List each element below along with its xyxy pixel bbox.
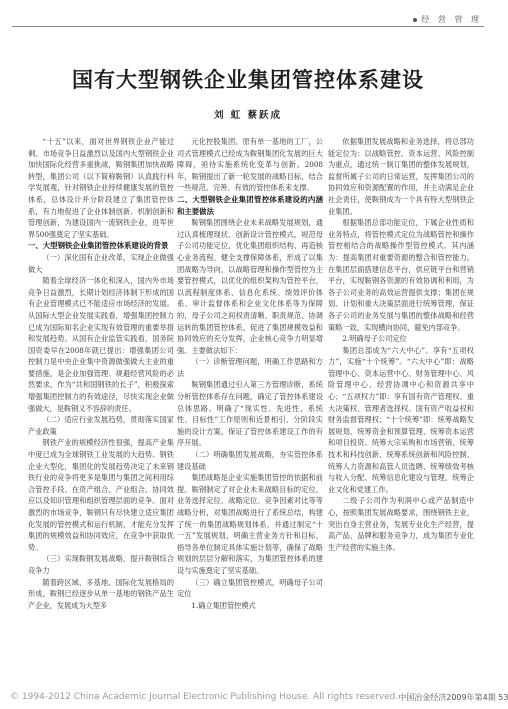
column-1: [28, 136, 174, 611]
article-title: 国有大型钢铁企业集团管控体系建设: [72, 68, 424, 92]
paragraph: 鞍钢集团通过引入第三方管理诊断，系统分析管控体系存在问题，确定了管控体系建设总体思路。明确了“现实性、先进性、系统性、目标性”工作原则和近景相引、分阶段实施的设计方案，保证了管控体系建设工作的有序开展。: [177, 380, 323, 448]
paragraph: 鞍钢集团围绕企业未来战略发展规划，通过认真梳理现状、创新设计管控模式，规范母子公司功能定位，优化集团组织结构、再造核心业务流程、健全支撑保障体系，形成了以集团战略为导向，以战略管理和操作型管控为主要管控模式，以优化的组织架构为管控平台，以流程制度体系、信息化系统、绩效评价体系、审计监督体系和企业文化体系等为保障的，母子公司之间权责清晰、职责规范、协调运转的集团管控体系，促进了集团规模效益和协同效应的充分发挥，企业核心竞争力明显增强。主要做法如下：: [177, 218, 323, 355]
paragraph: （三）实现鞍钢发展战略，提升鞍钢综合竞争力: [28, 554, 174, 575]
copyright-notice: © 1994-2012 China Academic Journal Electronic Publishing House. All rights reserved.: [10, 692, 399, 702]
paragraph: 根据集团总部功能定位，下属企业性质和业务特点，将管控模式定位为战略管控和操作管控相结合的战略操作型管控模式。其内涵为：提高集团对重要资源的整合和管控能力，在集团层面搭建信息平台，供应链平台和营销平台，实现鞍钢各资源的有效协调和利用，为各子公司业务的高效运营提供支撑；集团在规划、计划和重大决策层面进行统筹管理，保证各子公司的业务发展与集团的整体战略和经营策略一致，实现横向协同，避免内部竞争。: [328, 218, 474, 332]
column-2: [177, 136, 323, 611]
page-info: 中国冶金经济2009年第4期 53: [398, 693, 508, 702]
paragraph: （三）确立集团管控模式，明确母子公司定位: [177, 577, 323, 599]
paragraph: （一）诊断管理问题，明确工作思路和方法: [177, 357, 323, 378]
paragraph: 1.确立集团管控模式: [191, 600, 256, 610]
paragraph: 钢铁产业的规模经济性很强，提高产业集中度已成为全球钢铁工业发展的大趋势。钢铁企业大型化，集团化的发展趋势决定了未来钢铁行业的竞争将更多是集团与集团之间利用综合管控手段、在资产组合、产业组合、协同效应以及知识管理和组织管理层面的竞争。面对激烈的市场竞争，鞍钢只有尽快建立适应集团化发展的管控模式和运行机制，才能充分发挥集团的规模效益和协同效应，在竞争中获取优势。: [28, 438, 174, 552]
paragraph: （一）深化国有企业改革，实现企业做强做大: [28, 252, 174, 274]
paragraph: 集团战略是企业实施集团管控的依据和前提。鞍钢制定了对企业未来战略目标的定位、业务选择定位、战略定位、竞争因素对比等等战略分析，对集团战略进行了系统总结，构建了统一的集团战略规划体系，并通过制定“十一五”发展规划，明确主营业务方针和目标，指导各单位制定具体实施计划等，确保了战略规划的层层分解和落实，为集团管控体系的建设与实施奠定了坚实基础。: [177, 473, 323, 575]
paragraph: （二）明确集团发展战略，夯实管控体系建设基础: [177, 450, 323, 471]
section-label-text: 经 营 管 理: [421, 15, 482, 24]
footer: [10, 692, 508, 703]
header-rule: [12, 26, 484, 27]
paragraph: 随着跨区域、多基地、国际化发展格局的形成，鞍钢已经逐步从单一基地的钢铁产品生产企业，发展成为大型多: [28, 577, 174, 610]
paragraph: 依据集团发展战略和业务选择，将总部功能定位为：以战略管控、资本运营、风险控制为重点，通过统一制订集团的整体发展规划，监督所属子公司的日常运营，发挥集团公司的协同效应和资源配置的作用，并主动满足企业社会责任，使鞍钢成为一个具有特大型钢铁企业集团。: [328, 137, 474, 216]
paragraph: 集团总部成为“六大中心”。享有“五项权力”，实施“十个统筹”。“六大中心”即：战略管理中心、资本运营中心、财务管理中心、风险管理中心、经营协调中心和资源共享中心；“五项权力”即：享有国有资产管理权、重大决策权、管理者选择权、国有资产收益权和财务监督管理权；“十个统筹”即：统筹战略发展规划、统筹资金和预算管理、统筹资本运营和项目投资、统筹大宗采购和市场营销、统筹技术和科技创新、统筹系统创新和风险控制、统筹人力资源和高管人员选聘、统筹绩效考核与收入分配、统筹信息化建设与管理，统筹企业文化和党建工作。: [328, 345, 474, 494]
paragraph: （二）适应行业发展趋势，贯彻落实国家产业政策: [28, 415, 174, 436]
bullet-icon: [413, 18, 417, 22]
paragraph: 二级子公司作为利润中心或产品制造中心，按照集团发展战略要求，围绕钢铁主业，突出自身主营业务，发展专业化生产经营，提高产品、品牌和服务竞争力，成为集团专业化生产经营的实施主体。: [328, 496, 474, 552]
paragraph: 2.明确母子公司定位: [342, 334, 407, 344]
section-label: [413, 14, 482, 25]
paragraph: 元化控股集团。原有单一基地的工厂，公司式管理模式已经成为鞍钢集团化发展的巨大障碍，亟待实施系统化变革与创新。2008年，鞍钢提出了新一轮发展的战略目标，结合一些规范、完善、有效的管控体系来支撑。: [177, 137, 323, 193]
section-heading: 一、大型钢铁企业集团管控体系建设的背景: [28, 241, 169, 251]
section-heading: 二、大型钢铁企业集团管控体系建设的内涵和主要做法: [177, 194, 323, 216]
column-3: [328, 136, 474, 553]
paragraph: 随着全球经济一体化和深入，国内外市场竞争日益激烈，长期计划经济体制下形成的国有企业管理模式已不能适应市场经济的发展。从国际大型企业发展实践看，增强集团控制力已成为国际知名企业实现有效管理的重要举措和发展趋势。从国有企业监管实践看，国务院国资委早在2008年就已提出：增强集团公司控制力是中央企业集中资源做强做大主业的重要措施，是企业加强管理、规避经营风险的必然要求，作为“共和国钢铁的长子”，积极探索增强集团控制力的有效途径，尽快实现企业做强做大，是鞍钢义不容辞的责任。: [28, 276, 174, 413]
paragraph: “十五”以来，面对世界钢铁企业产能过剩、市场竞争日益激烈以及国内大型钢铁企业加快国际化经营多重挑战，鞍钢集团加快战略转型，集团公司（以下简称鞍钢）认真践行科学发展观，针对钢铁企业持续健康发展的管控体系，总体设计并分阶段建立了集团管控体系，有力地促进了企业体制创新、机制创新和管理创新，为建设国内一流钢铁企业，进军世界500强奠定了坚实基础。: [28, 137, 174, 239]
article-authors: 刘 虹 蔡跃成: [213, 110, 283, 121]
